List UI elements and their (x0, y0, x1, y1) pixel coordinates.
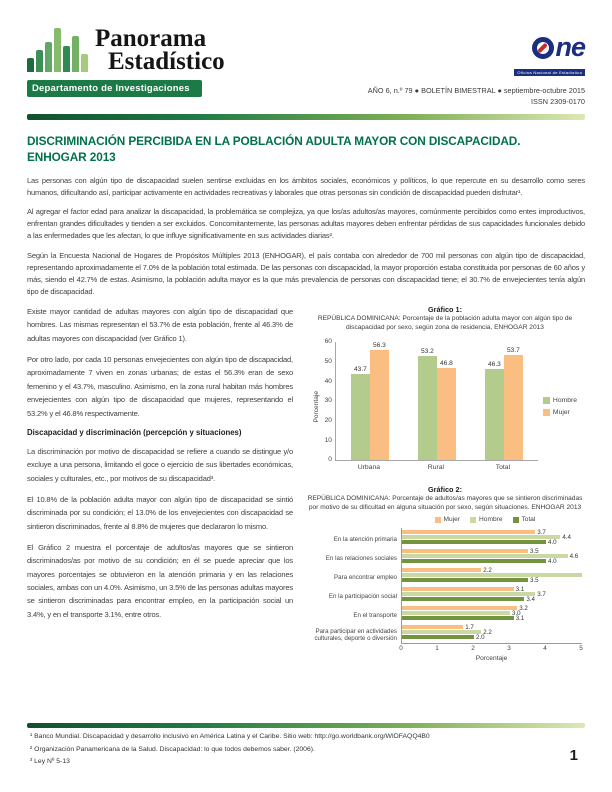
body-paragraph: El 10.8% de la población adulta mayor con algún tipo de discapacidad se sintió discriminada por su condición; el 13.0% de los envejecientes con discapacidad se sintieron discriminados, frente al 8.8% de mujeres que declararon lo mismo. (27, 494, 293, 531)
legend-item (543, 397, 577, 404)
chart2-title: Gráfico 2: (427, 485, 463, 495)
x-tick-label: 0 (399, 645, 403, 653)
left-column (27, 305, 293, 662)
bar (402, 625, 463, 629)
department-banner: Departamento de Investigaciones (27, 80, 202, 97)
legend-item (543, 409, 577, 416)
bar-value-label: 4.4 (562, 533, 571, 541)
page-number: 1 (569, 747, 578, 764)
bar-value-label: 2.2 (483, 566, 492, 574)
body-paragraph: Existe mayor cantidad de adultas mayores con algún tipo de discapacidad que hombres. Las mismas representan el 53.7% de esta población, frente al 46.3% de adultas mayores con discapacidad (ver Gráfico 1). (27, 307, 293, 343)
category-label: En la atención primaria (333, 536, 397, 544)
chart1-subtitle: REPÚBLICA DOMINICANA: Porcentaje de la población adulta mayor con algún tipo de discapacidad por sexo, según zona de residencia, ENHOGAR 2013 (317, 315, 573, 331)
bar-with-label (437, 360, 456, 460)
bar-with-label (402, 616, 582, 620)
bar-with-label (402, 578, 582, 582)
chart2-legend (385, 516, 585, 523)
right-column (305, 305, 585, 662)
intro-paragraph: Las personas con algún tipo de discapacidad suelen sentirse excluidas en los ámbitos sociales, económicos y políticos, lo que repercute en su desarrollo como seres humanos, dificultando así, participar activamente en actividades recreativas y laborales que otras personas sin condición de discapacidad pueden disfrutar¹. (27, 175, 585, 197)
bar (402, 530, 535, 534)
chart1-x-labels (335, 461, 537, 471)
footnotes (30, 731, 430, 768)
bar-value-label: 3.1 (515, 614, 525, 622)
logo-bar (81, 54, 88, 72)
chart2-x-axis-label: Porcentaje (475, 655, 508, 663)
legend-label: Hombre (479, 516, 503, 524)
x-tick-label: 2 (471, 645, 475, 653)
bar-with-label (402, 530, 582, 534)
bar-with-label (402, 549, 582, 553)
bar (402, 573, 582, 577)
bar-value-label: 3.2 (519, 604, 528, 612)
bar-value-label: 3.5 (530, 547, 539, 555)
bar-value-label: 3.7 (537, 590, 546, 598)
x-tick-label: 4 (543, 645, 547, 653)
chart2 (305, 485, 585, 662)
bar (504, 355, 523, 461)
intro-paragraph: Al agregar el factor edad para analizar la discapacidad, la problemática se complejiza, ya que los/as adultos/as mayores, comúnmente percibidos como entes improductivos, enfrentan grandes dificultades y tienden a ser excluidos. Concomitantemente, las personas adultas mayores deben enfrentar pérdidas de sus capacidades funcionales debido a las enfermedades que les afectan, lo que influye significativamente en sus actividades diarias². (27, 207, 585, 241)
x-tick-label: 3 (507, 645, 511, 653)
bar-with-label (402, 540, 582, 544)
bar (402, 549, 528, 553)
logo-bar (72, 36, 79, 72)
article-title (27, 134, 585, 166)
panorama-bars-logo-icon (27, 24, 88, 74)
footer-divider (27, 723, 585, 728)
bar (370, 350, 389, 461)
issn: ISSN 2309-0170 (531, 97, 585, 106)
bar (402, 611, 510, 615)
footnote: ¹ Banco Mundial. Discapacidad y desarrollo inclusivo en América Latina y el Caribe. Sitio web: http://go.worldbank.org/WIDFAQQ4B0 (30, 733, 430, 741)
legend-item (470, 516, 502, 523)
bar-value-label: 53.2 (420, 347, 434, 355)
bar (402, 535, 560, 539)
brand-title (95, 24, 225, 76)
bar-value-label: 3.5 (530, 576, 539, 584)
bar-with-label (402, 597, 582, 601)
bar-with-label (402, 606, 582, 610)
chart2-x-ticks (401, 644, 582, 653)
footnote: ² Organización Panamericana de la Salud. Discapacidad: lo que todos debemos saber. (2006). (30, 745, 315, 753)
bar-group (341, 342, 399, 461)
legend-swatch-icon (435, 517, 441, 523)
legend-label: Mujer (443, 516, 461, 524)
logo-bar (36, 50, 43, 72)
bar-value-label: 1.7 (465, 623, 474, 631)
bar (402, 559, 546, 563)
category-label: En las relaciones sociales (325, 555, 397, 563)
bar-with-label (504, 347, 523, 461)
category-label: Para participar en actividades culturales, deporte o diversión (314, 627, 397, 642)
bar-with-label (402, 587, 582, 591)
header (27, 24, 585, 106)
bar-value-label: 4.0 (548, 557, 557, 565)
one-logo-text: ne (555, 32, 585, 62)
logo-bar (27, 58, 34, 72)
bar-group (402, 530, 582, 544)
legend-swatch-icon (543, 397, 550, 404)
chart1 (305, 305, 585, 471)
bar (437, 368, 456, 460)
bar-value-label: 3.1 (515, 585, 525, 593)
one-logo-caption: Oficina Nacional de Estadística (514, 69, 585, 76)
chart2-plot-area (401, 528, 582, 644)
bar (402, 554, 568, 558)
legend-label: Hombre (552, 397, 578, 405)
bar (402, 568, 481, 572)
logo-bar (63, 46, 70, 72)
bar-value-label: 46.3 (487, 361, 501, 369)
bar-group (402, 606, 582, 620)
chart2-category-labels (305, 528, 401, 644)
bar (418, 356, 437, 461)
legend-swatch-icon (543, 409, 550, 416)
bar-value-label: 3.0 (512, 609, 521, 617)
bar-value-label: 53.7 (506, 346, 520, 354)
chart2-subtitle: REPÚBLICA DOMINICANA: Porcentaje de adultos/as mayores que se sintieron discriminadas por motivo de su dificultad en alguna situación por sexo, según situaciones. ENHOGAR 2013 (307, 495, 583, 511)
bar-with-label (351, 366, 370, 460)
category-label: Para encontrar empleo (334, 574, 397, 582)
bar-value-label: 4.0 (548, 538, 557, 546)
legend-label: Total (521, 516, 536, 524)
bar-group (402, 568, 582, 582)
bar-value-label: 3.7 (537, 528, 546, 536)
legend-item (435, 516, 461, 523)
bar (485, 369, 504, 460)
bar-with-label (402, 611, 582, 615)
x-tick-label: 1 (435, 645, 439, 653)
footnote: ³ Ley Nº 5-13 (30, 757, 70, 765)
bar-value-label: 2.2 (483, 628, 492, 636)
chart1-legend (543, 397, 577, 416)
brand-title-line2: Estadístico (108, 48, 225, 76)
bar-with-label (402, 635, 582, 639)
bar-with-label (402, 573, 582, 577)
bar-with-label (418, 348, 437, 461)
header-divider (27, 114, 585, 120)
section-heading: Discapacidad y discriminación (percepción y situaciones) (27, 427, 242, 437)
body-paragraph: Por otro lado, por cada 10 personas envejecientes con algún tipo de discapacidad, aproximadamente 7 viven en zonas urbanas; de estas el 56.3% eran de sexo femenino y el 43.7%, masculino. Asimismo, en la zona rural habitan más hombres envejecientes con algún tipo de discapacidad que mujeres, representando el 53.2% y el 46.8% respectivamente. (27, 355, 293, 418)
bar-value-label: 2.0 (476, 633, 485, 641)
bar (402, 578, 528, 582)
logo-bar (45, 42, 52, 72)
bar (351, 374, 370, 460)
bar-value-label: 3.4 (526, 595, 535, 603)
bar-with-label (485, 361, 504, 460)
category-label: En el transporte (353, 612, 397, 620)
body-paragraph: El Gráfico 2 muestra el porcentaje de adultos/as mayores que se sintieron discriminados/as por motivo de su condición; en él se puede apreciar que los mayores porcentajes se obtuvieron en la atención primaria y en las relaciones sociales, ambas con un 4.0%. Asimismo, un 3.5% de las personas adultas mayores se sintieron discriminadas para encontrar empleo, en la participación social un 3.4%, y en el transporte 3.1%, entre otros. (27, 542, 293, 619)
logo-bar (54, 28, 61, 72)
chart1-plot-area (335, 342, 538, 461)
issue-line: AÑO 6, n.º 79 ● BOLETÍN BIMESTRAL ● septiembre-octubre 2015 (367, 86, 585, 95)
category-label: En la participación social (328, 593, 397, 601)
bar (402, 592, 535, 596)
one-logo (368, 34, 585, 61)
article-title-line1: DISCRIMINACIÓN PERCIBIDA EN LA POBLACIÓN ADULTA MAYOR CON DISCAPACIDAD. (27, 134, 521, 148)
bar-with-label (402, 592, 582, 596)
bar (402, 597, 524, 601)
chart1-title: Gráfico 1: (427, 305, 463, 315)
bar (402, 635, 474, 639)
bar-with-label (402, 630, 582, 634)
bar-group (402, 625, 582, 639)
x-category-label: Urbana (357, 464, 381, 472)
bar-value-label: 56.3 (372, 341, 386, 349)
bar-with-label (402, 625, 582, 629)
chart1-y-ticks: 60 50 40 30 20 10 0 (324, 338, 332, 464)
x-tick-label: 5 (579, 645, 583, 653)
legend-item (513, 516, 536, 523)
brand-title-line1: Panorama (95, 24, 207, 52)
bar (402, 616, 514, 620)
bar-value-label: 4.6 (569, 552, 579, 560)
brand-block (27, 24, 225, 97)
bar (402, 606, 517, 610)
two-column-region (27, 305, 585, 662)
bar (402, 630, 481, 634)
legend-swatch-icon (470, 517, 476, 523)
intro-paragraph: Según la Encuesta Nacional de Hogares de Propósitos Múltiples 2013 (ENHOGAR), el país contaba con alrededor de 700 mil personas con algún tipo de discapacidad, representando aproximadamente el 7.0% de la población total estimada. De las personas con discapacidad, la mayor proporción estaba constituida por personas de 60 años y más, siendo el 42.7% de estas. Asimismo, la población adulta mayor es la que más prevalencia de personas con discapacidad tiene; el 30.7% de envejecientes tenía algún tipo de discapacidad. (27, 250, 585, 296)
body-paragraph: La discriminación por motivo de discapacidad se refiere a cuando se distingue y/o excluye a una persona, limitando el goce o ejercicio de sus libertades económicas, sociales y culturales, etc., por motivos de su discapacidad³. (27, 446, 293, 483)
bar-group (475, 347, 533, 461)
one-logo-circle-icon (532, 37, 554, 59)
bar-with-label (402, 568, 582, 572)
bar (402, 587, 514, 591)
header-right (368, 24, 585, 106)
article-title-line2: ENHOGAR 2013 (27, 149, 116, 164)
bar-group (408, 348, 466, 461)
x-category-label: Rural (427, 464, 445, 472)
bar (402, 540, 546, 544)
x-category-label: Total (495, 464, 511, 472)
bar-group (402, 549, 582, 563)
legend-label: Mujer (552, 409, 570, 417)
bar-value-label: 46.8 (439, 360, 453, 368)
bar-group (402, 587, 582, 601)
chart1-y-axis-label: Porcentaje (312, 390, 320, 423)
bar-value-label: 43.7 (353, 366, 367, 374)
legend-swatch-icon (513, 517, 519, 523)
bar-with-label (402, 559, 582, 563)
bar-with-label (370, 342, 389, 461)
